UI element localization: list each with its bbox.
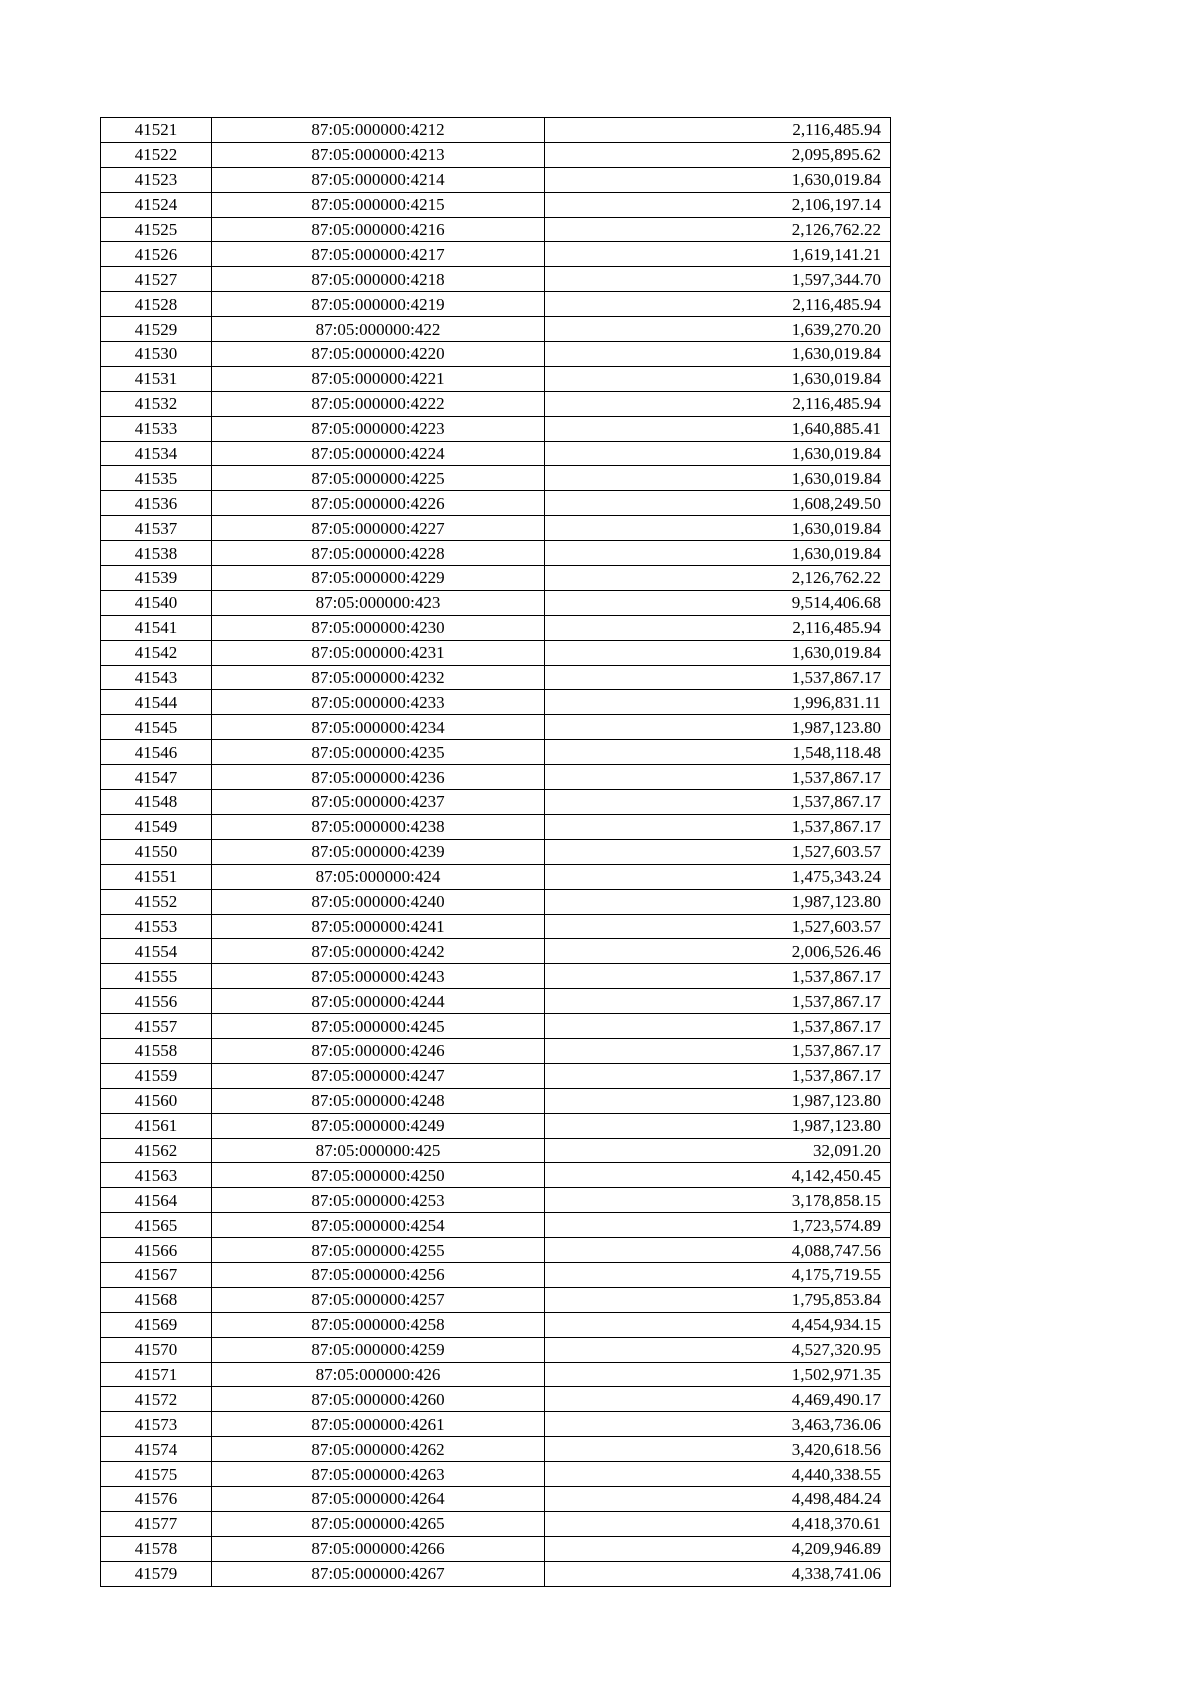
cadastral-number-cell: 87:05:000000:4228 (212, 541, 545, 566)
row-number-cell: 41566 (101, 1238, 212, 1263)
table-row (101, 964, 891, 989)
cadastral-value-cell: 4,454,934.15 (545, 1312, 891, 1337)
table-body (101, 118, 891, 1587)
row-number-cell: 41541 (101, 615, 212, 640)
cadastral-value-cell: 4,338,741.06 (545, 1561, 891, 1586)
row-number-cell: 41553 (101, 914, 212, 939)
table-row (101, 242, 891, 267)
row-number-cell: 41565 (101, 1213, 212, 1238)
cadastral-value-cell: 1,630,019.84 (545, 640, 891, 665)
table-row (101, 1561, 891, 1586)
cadastral-value-cell: 1,795,853.84 (545, 1287, 891, 1312)
cadastral-value-cell: 3,178,858.15 (545, 1188, 891, 1213)
cadastral-value-cell: 1,537,867.17 (545, 765, 891, 790)
table-row (101, 590, 891, 615)
cadastral-number-cell: 87:05:000000:4267 (212, 1561, 545, 1586)
cadastral-number-cell: 87:05:000000:4262 (212, 1437, 545, 1462)
cadastral-value-cell: 4,175,719.55 (545, 1262, 891, 1287)
cadastral-value-cell: 1,630,019.84 (545, 366, 891, 391)
cadastral-number-cell: 87:05:000000:4226 (212, 491, 545, 516)
row-number-cell: 41545 (101, 715, 212, 740)
row-number-cell: 41540 (101, 590, 212, 615)
row-number-cell: 41528 (101, 292, 212, 317)
row-number-cell: 41557 (101, 1014, 212, 1039)
table-row (101, 1486, 891, 1511)
row-number-cell: 41532 (101, 391, 212, 416)
cadastral-number-cell: 87:05:000000:4256 (212, 1262, 545, 1287)
table-row (101, 441, 891, 466)
row-number-cell: 41569 (101, 1312, 212, 1337)
row-number-cell: 41556 (101, 989, 212, 1014)
cadastral-number-cell: 87:05:000000:4221 (212, 366, 545, 391)
cadastral-number-cell: 87:05:000000:4229 (212, 566, 545, 591)
cadastral-value-cell: 1,987,123.80 (545, 1113, 891, 1138)
row-number-cell: 41537 (101, 516, 212, 541)
row-number-cell: 41521 (101, 118, 212, 143)
cadastral-value-cell: 1,527,603.57 (545, 914, 891, 939)
cadastral-number-cell: 87:05:000000:4247 (212, 1063, 545, 1088)
cadastral-number-cell: 87:05:000000:4220 (212, 342, 545, 367)
table-row (101, 1213, 891, 1238)
row-number-cell: 41564 (101, 1188, 212, 1213)
cadastral-value-cell: 1,475,343.24 (545, 864, 891, 889)
cadastral-value-cell: 9,514,406.68 (545, 590, 891, 615)
table-row (101, 292, 891, 317)
cadastral-value-cell: 32,091.20 (545, 1138, 891, 1163)
row-number-cell: 41536 (101, 491, 212, 516)
cadastral-value-cell: 1,987,123.80 (545, 889, 891, 914)
cadastral-value-cell: 1,723,574.89 (545, 1213, 891, 1238)
row-number-cell: 41568 (101, 1287, 212, 1312)
row-number-cell: 41571 (101, 1362, 212, 1387)
cadastral-number-cell: 87:05:000000:4260 (212, 1387, 545, 1412)
row-number-cell: 41529 (101, 317, 212, 342)
cadastral-number-cell: 87:05:000000:4263 (212, 1462, 545, 1487)
table-row (101, 690, 891, 715)
cadastral-number-cell: 87:05:000000:4224 (212, 441, 545, 466)
cadastral-value-cell: 1,537,867.17 (545, 665, 891, 690)
row-number-cell: 41576 (101, 1486, 212, 1511)
cadastral-number-cell: 87:05:000000:424 (212, 864, 545, 889)
cadastral-value-cell: 4,088,747.56 (545, 1238, 891, 1263)
row-number-cell: 41562 (101, 1138, 212, 1163)
row-number-cell: 41539 (101, 566, 212, 591)
cadastral-value-cell: 1,502,971.35 (545, 1362, 891, 1387)
table-row (101, 1138, 891, 1163)
table-row (101, 491, 891, 516)
table-row (101, 1312, 891, 1337)
table-row (101, 366, 891, 391)
cadastral-value-cell: 1,537,867.17 (545, 1038, 891, 1063)
cadastral-number-cell: 87:05:000000:4237 (212, 790, 545, 815)
cadastral-number-cell: 87:05:000000:4231 (212, 640, 545, 665)
row-number-cell: 41552 (101, 889, 212, 914)
cadastral-number-cell: 87:05:000000:4225 (212, 466, 545, 491)
cadastral-value-cell: 1,630,019.84 (545, 342, 891, 367)
cadastral-value-cell: 2,116,485.94 (545, 615, 891, 640)
table-row (101, 740, 891, 765)
cadastral-number-cell: 87:05:000000:4244 (212, 989, 545, 1014)
cadastral-number-cell: 87:05:000000:4253 (212, 1188, 545, 1213)
cadastral-number-cell: 87:05:000000:4230 (212, 615, 545, 640)
cadastral-number-cell: 87:05:000000:4248 (212, 1088, 545, 1113)
cadastral-value-cell: 3,420,618.56 (545, 1437, 891, 1462)
cadastral-value-cell: 2,006,526.46 (545, 939, 891, 964)
cadastral-number-cell: 87:05:000000:4233 (212, 690, 545, 715)
cadastral-value-cell: 3,463,736.06 (545, 1412, 891, 1437)
cadastral-number-cell: 87:05:000000:4250 (212, 1163, 545, 1188)
cadastral-number-cell: 87:05:000000:4216 (212, 217, 545, 242)
cadastral-value-cell: 4,527,320.95 (545, 1337, 891, 1362)
row-number-cell: 41554 (101, 939, 212, 964)
cadastral-number-cell: 87:05:000000:4222 (212, 391, 545, 416)
cadastral-value-cell: 1,996,831.11 (545, 690, 891, 715)
row-number-cell: 41538 (101, 541, 212, 566)
cadastral-value-cell: 2,126,762.22 (545, 217, 891, 242)
table-row (101, 790, 891, 815)
cadastral-number-cell: 87:05:000000:4214 (212, 167, 545, 192)
cadastral-number-cell: 87:05:000000:4255 (212, 1238, 545, 1263)
row-number-cell: 41531 (101, 366, 212, 391)
row-number-cell: 41548 (101, 790, 212, 815)
row-number-cell: 41547 (101, 765, 212, 790)
table-row (101, 566, 891, 591)
table-row (101, 541, 891, 566)
cadastral-value-cell: 1,987,123.80 (545, 1088, 891, 1113)
table-row (101, 1337, 891, 1362)
table-row (101, 914, 891, 939)
cadastral-value-cell: 1,548,118.48 (545, 740, 891, 765)
row-number-cell: 41560 (101, 1088, 212, 1113)
table-row (101, 889, 891, 914)
table-row (101, 1387, 891, 1412)
table-row (101, 267, 891, 292)
table-row (101, 1188, 891, 1213)
table-row (101, 317, 891, 342)
cadastral-number-cell: 87:05:000000:4239 (212, 839, 545, 864)
row-number-cell: 41578 (101, 1536, 212, 1561)
table-row (101, 466, 891, 491)
cadastral-value-cell: 1,537,867.17 (545, 790, 891, 815)
cadastral-value-cell: 2,095,895.62 (545, 142, 891, 167)
row-number-cell: 41549 (101, 814, 212, 839)
cadastral-value-cell: 2,106,197.14 (545, 192, 891, 217)
row-number-cell: 41555 (101, 964, 212, 989)
cadastral-number-cell: 87:05:000000:425 (212, 1138, 545, 1163)
table-row (101, 814, 891, 839)
row-number-cell: 41567 (101, 1262, 212, 1287)
row-number-cell: 41572 (101, 1387, 212, 1412)
row-number-cell: 41535 (101, 466, 212, 491)
cadastral-value-cell: 4,469,490.17 (545, 1387, 891, 1412)
cadastral-number-cell: 87:05:000000:4254 (212, 1213, 545, 1238)
row-number-cell: 41542 (101, 640, 212, 665)
cadastral-value-cell: 2,116,485.94 (545, 118, 891, 143)
row-number-cell: 41526 (101, 242, 212, 267)
table-row (101, 192, 891, 217)
cadastral-number-cell: 87:05:000000:4215 (212, 192, 545, 217)
row-number-cell: 41530 (101, 342, 212, 367)
cadastral-number-cell: 87:05:000000:4223 (212, 416, 545, 441)
cadastral-number-cell: 87:05:000000:4212 (212, 118, 545, 143)
cadastral-value-cell: 1,537,867.17 (545, 989, 891, 1014)
table-row (101, 1163, 891, 1188)
row-number-cell: 41522 (101, 142, 212, 167)
row-number-cell: 41561 (101, 1113, 212, 1138)
table-row (101, 118, 891, 143)
cadastral-value-cell: 1,537,867.17 (545, 964, 891, 989)
row-number-cell: 41525 (101, 217, 212, 242)
row-number-cell: 41559 (101, 1063, 212, 1088)
row-number-cell: 41523 (101, 167, 212, 192)
cadastral-value-cell: 1,630,019.84 (545, 441, 891, 466)
cadastral-value-cell: 1,527,603.57 (545, 839, 891, 864)
row-number-cell: 41579 (101, 1561, 212, 1586)
table-row (101, 1536, 891, 1561)
cadastral-value-cell: 1,619,141.21 (545, 242, 891, 267)
cadastral-number-cell: 87:05:000000:4246 (212, 1038, 545, 1063)
cadastral-value-cell: 1,537,867.17 (545, 1063, 891, 1088)
cadastral-value-cell: 1,537,867.17 (545, 814, 891, 839)
cadastral-number-cell: 87:05:000000:4245 (212, 1014, 545, 1039)
row-number-cell: 41533 (101, 416, 212, 441)
table-row (101, 715, 891, 740)
cadastral-value-table (100, 117, 891, 1587)
cadastral-number-cell: 87:05:000000:4249 (212, 1113, 545, 1138)
cadastral-number-cell: 87:05:000000:423 (212, 590, 545, 615)
cadastral-number-cell: 87:05:000000:4218 (212, 267, 545, 292)
cadastral-number-cell: 87:05:000000:4235 (212, 740, 545, 765)
cadastral-number-cell: 87:05:000000:4265 (212, 1511, 545, 1536)
cadastral-value-cell: 1,630,019.84 (545, 541, 891, 566)
cadastral-number-cell: 87:05:000000:4259 (212, 1337, 545, 1362)
cadastral-value-cell: 2,116,485.94 (545, 391, 891, 416)
row-number-cell: 41551 (101, 864, 212, 889)
row-number-cell: 41527 (101, 267, 212, 292)
cadastral-number-cell: 87:05:000000:4232 (212, 665, 545, 690)
cadastral-value-cell: 1,630,019.84 (545, 167, 891, 192)
table-row (101, 1238, 891, 1263)
cadastral-value-cell: 4,498,484.24 (545, 1486, 891, 1511)
table-row (101, 1063, 891, 1088)
cadastral-value-cell: 1,537,867.17 (545, 1014, 891, 1039)
table-row (101, 640, 891, 665)
cadastral-value-cell: 4,418,370.61 (545, 1511, 891, 1536)
cadastral-value-cell: 1,640,885.41 (545, 416, 891, 441)
row-number-cell: 41570 (101, 1337, 212, 1362)
table-row (101, 1412, 891, 1437)
cadastral-number-cell: 87:05:000000:4238 (212, 814, 545, 839)
cadastral-value-cell: 1,987,123.80 (545, 715, 891, 740)
row-number-cell: 41543 (101, 665, 212, 690)
cadastral-number-cell: 87:05:000000:4219 (212, 292, 545, 317)
cadastral-value-cell: 1,630,019.84 (545, 516, 891, 541)
row-number-cell: 41563 (101, 1163, 212, 1188)
cadastral-value-cell: 2,116,485.94 (545, 292, 891, 317)
table-row (101, 142, 891, 167)
table-row (101, 217, 891, 242)
table-row (101, 1437, 891, 1462)
row-number-cell: 41575 (101, 1462, 212, 1487)
row-number-cell: 41550 (101, 839, 212, 864)
table-row (101, 615, 891, 640)
table-row (101, 839, 891, 864)
cadastral-number-cell: 87:05:000000:4227 (212, 516, 545, 541)
row-number-cell: 41524 (101, 192, 212, 217)
table-row (101, 864, 891, 889)
row-number-cell: 41577 (101, 1511, 212, 1536)
cadastral-value-cell: 1,639,270.20 (545, 317, 891, 342)
table-row (101, 939, 891, 964)
cadastral-number-cell: 87:05:000000:4243 (212, 964, 545, 989)
cadastral-value-cell: 1,630,019.84 (545, 466, 891, 491)
row-number-cell: 41544 (101, 690, 212, 715)
table-row (101, 1038, 891, 1063)
table-row (101, 989, 891, 1014)
table-row (101, 1287, 891, 1312)
cadastral-number-cell: 87:05:000000:4217 (212, 242, 545, 267)
cadastral-number-cell: 87:05:000000:4213 (212, 142, 545, 167)
cadastral-number-cell: 87:05:000000:4242 (212, 939, 545, 964)
cadastral-number-cell: 87:05:000000:4240 (212, 889, 545, 914)
row-number-cell: 41534 (101, 441, 212, 466)
table-row (101, 1262, 891, 1287)
cadastral-number-cell: 87:05:000000:4241 (212, 914, 545, 939)
cadastral-number-cell: 87:05:000000:4236 (212, 765, 545, 790)
cadastral-number-cell: 87:05:000000:4261 (212, 1412, 545, 1437)
table-row (101, 167, 891, 192)
table-row (101, 391, 891, 416)
cadastral-number-cell: 87:05:000000:426 (212, 1362, 545, 1387)
cadastral-value-cell: 4,142,450.45 (545, 1163, 891, 1188)
cadastral-value-cell: 4,209,946.89 (545, 1536, 891, 1561)
table-row (101, 342, 891, 367)
cadastral-number-cell: 87:05:000000:422 (212, 317, 545, 342)
cadastral-value-cell: 1,608,249.50 (545, 491, 891, 516)
cadastral-number-cell: 87:05:000000:4258 (212, 1312, 545, 1337)
cadastral-value-cell: 1,597,344.70 (545, 267, 891, 292)
table-row (101, 1462, 891, 1487)
table-row (101, 1362, 891, 1387)
row-number-cell: 41546 (101, 740, 212, 765)
table-row (101, 416, 891, 441)
table-row (101, 1511, 891, 1536)
row-number-cell: 41558 (101, 1038, 212, 1063)
table-row (101, 1088, 891, 1113)
row-number-cell: 41574 (101, 1437, 212, 1462)
cadastral-number-cell: 87:05:000000:4266 (212, 1536, 545, 1561)
cadastral-number-cell: 87:05:000000:4257 (212, 1287, 545, 1312)
table-row (101, 516, 891, 541)
table-row (101, 665, 891, 690)
table-row (101, 1014, 891, 1039)
table-row (101, 1113, 891, 1138)
cadastral-number-cell: 87:05:000000:4264 (212, 1486, 545, 1511)
cadastral-number-cell: 87:05:000000:4234 (212, 715, 545, 740)
row-number-cell: 41573 (101, 1412, 212, 1437)
table-row (101, 765, 891, 790)
cadastral-value-cell: 2,126,762.22 (545, 566, 891, 591)
cadastral-value-cell: 4,440,338.55 (545, 1462, 891, 1487)
